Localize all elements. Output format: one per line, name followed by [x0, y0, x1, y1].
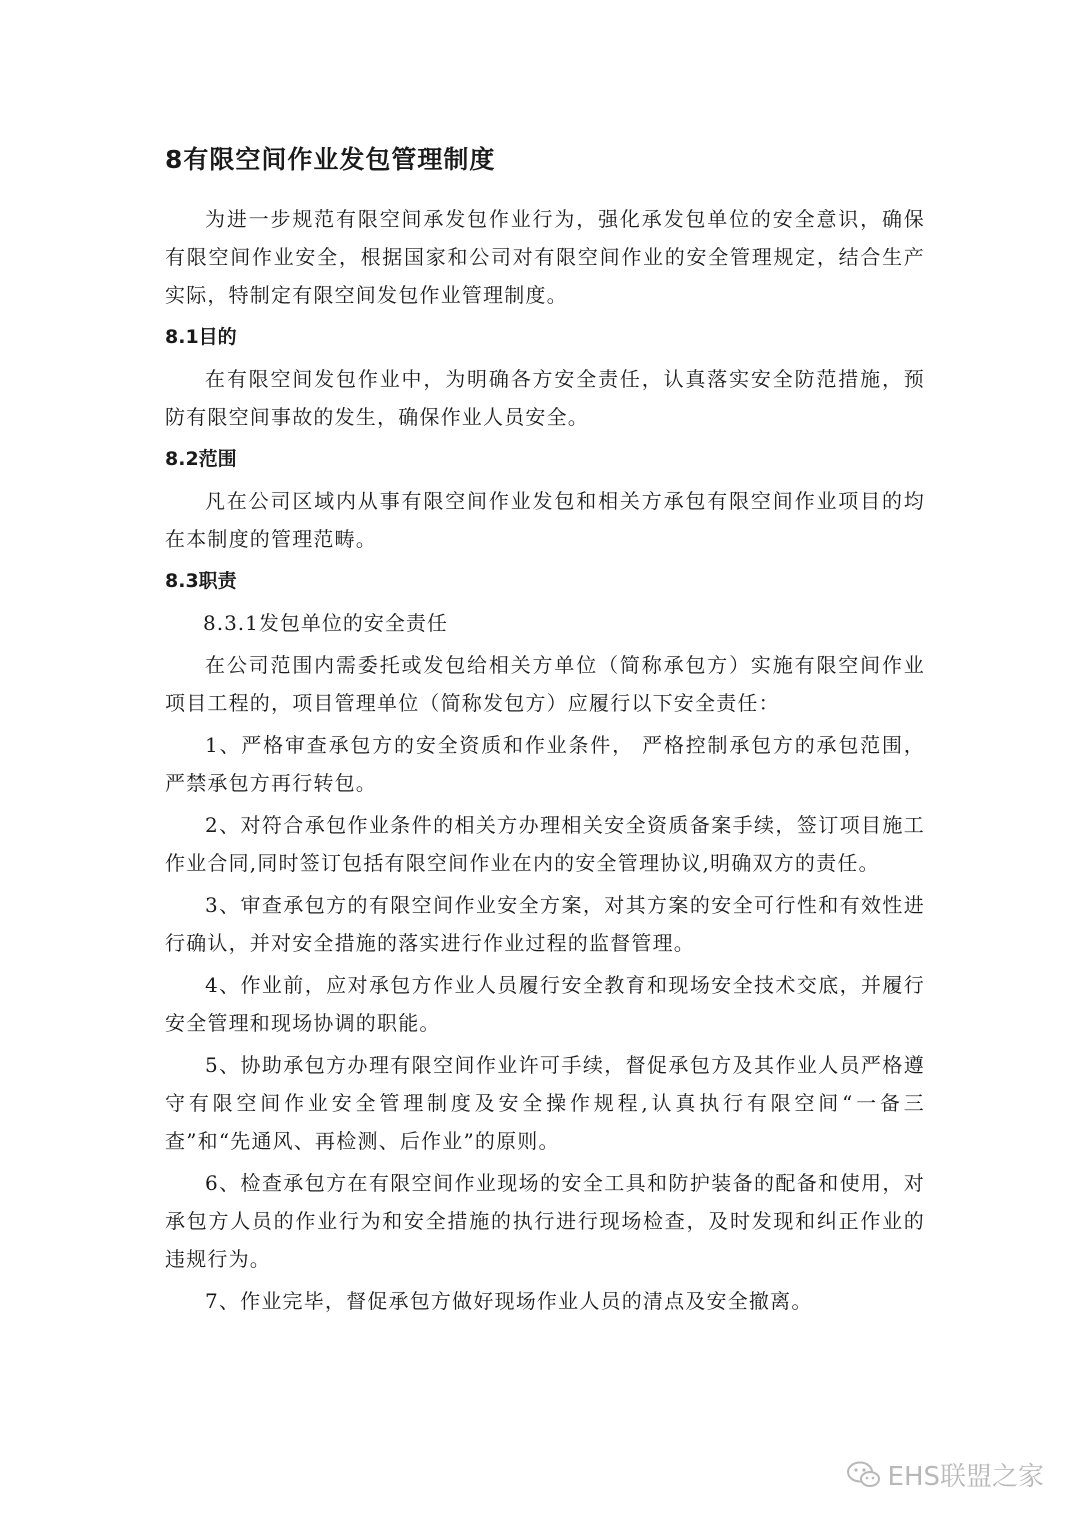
section-8-2-heading: 8.2范围: [165, 448, 237, 470]
section-8-3-1-heading: 8.3.1发包单位的安全责任: [203, 611, 448, 635]
section-8-3-heading: 8.3职责: [165, 570, 237, 592]
responsibility-item-5: 5、协助承包方办理有限空间作业许可手续，督促承包方及其作业人员严格遵守有限空间作业安全管理制度及安全操作规程,认真执行有限空间“一备三查”和“先通风、再检测、后作业”的原则。: [165, 1053, 925, 1153]
responsibility-item-3: 3、审查承包方的有限空间作业安全方案，对其方案的安全可行性和有效性进行确认，并对安全措施的落实进行作业过程的监督管理。: [165, 893, 925, 955]
responsibility-item-6: 6、检查承包方在有限空间作业现场的安全工具和防护装备的配备和使用，对承包方人员的作业行为和安全措施的执行进行现场检查，及时发现和纠正作业的违规行为。: [165, 1171, 925, 1271]
responsibility-item-7: 7、作业完毕，督促承包方做好现场作业人员的清点及安全撤离。: [205, 1289, 813, 1313]
responsibility-item-4: 4、作业前，应对承包方作业人员履行安全教育和现场安全技术交底，并履行安全管理和现场协调的职能。: [165, 973, 925, 1035]
section-8-1-heading: 8.1目的: [165, 326, 237, 348]
section-8-3-1-intro: 在公司范围内需委托或发包给相关方单位（简称承包方）实施有限空间作业项目工程的，项目管理单位（简称发包方）应履行以下安全责任：: [165, 653, 925, 715]
watermark: [846, 1456, 1044, 1493]
wechat-icon: [846, 1460, 882, 1490]
section-8-2-text: 凡在公司区域内从事有限空间作业发包和相关方承包有限空间作业项目的均在本制度的管理范畴。: [165, 489, 925, 551]
document-page: [165, 140, 925, 1324]
intro-paragraph: 为进一步规范有限空间承发包作业行为，强化承发包单位的安全意识，确保有限空间作业安全，根据国家和公司对有限空间作业的安全管理规定，结合生产实际，特制定有限空间发包作业管理制度。: [165, 207, 925, 307]
section-8-1-text: 在有限空间发包作业中，为明确各方安全责任，认真落实安全防范措施，预防有限空间事故的发生，确保作业人员安全。: [165, 367, 925, 429]
document-title: 8有限空间作业发包管理制度: [165, 145, 496, 174]
watermark-text: EHS联盟之家: [887, 1462, 1044, 1492]
responsibility-item-1: 1、严格审查承包方的安全资质和作业条件， 严格控制承包方的承包范围，严禁承包方再行转包。: [165, 733, 925, 795]
responsibility-item-2: 2、对符合承包作业条件的相关方办理相关安全资质备案手续，签订项目施工作业合同,同时签订包括有限空间作业在内的安全管理协议,明确双方的责任。: [165, 813, 925, 875]
